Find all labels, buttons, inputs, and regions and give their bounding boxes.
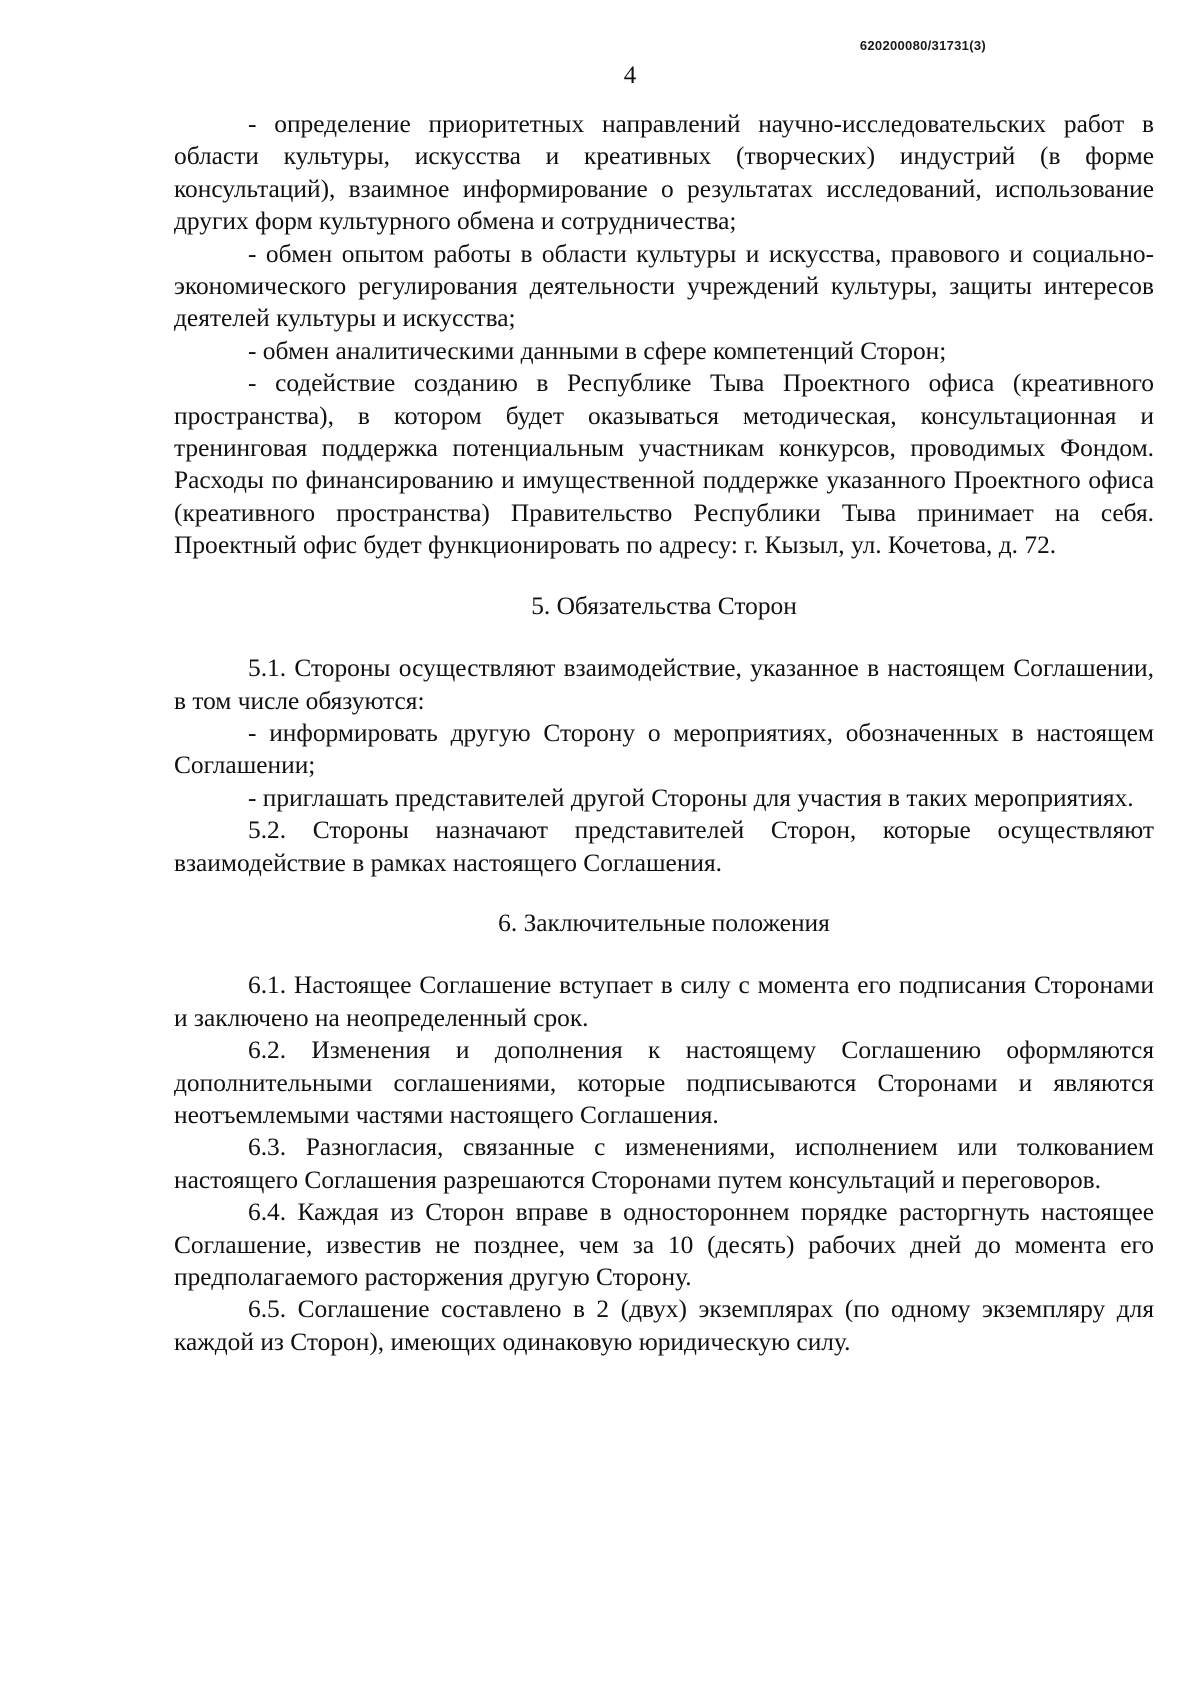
paragraph-6-4: 6.4. Каждая из Сторон вправе в одностороннем порядке расторгнуть настоящее Соглашение, известив не позднее, чем за 10 (десять) рабочих дней до момента его предполагаемого расторжения другую Сторону. [174, 1198, 1154, 1291]
section-heading-obligations: 5. Обязательства Сторон [531, 591, 797, 620]
paragraph-research-directions: - определение приоритетных направлений научно-исследовательских работ в области культуры, искусства и креативных (творческих) индустрий (в форме консультаций), взаимное информирование о результатах исследований, использование других форм культурного обмена и сотрудничества; [174, 110, 1154, 236]
paragraph-6-2: 6.2. Изменения и дополнения к настоящему Соглашению оформляются дополнительными соглашениями, которые подписываются Сторонами и являются неотъемлемыми частями настоящего Соглашения. [174, 1036, 1154, 1129]
section-heading-final-provisions: 6. Заключительные положения [498, 908, 830, 937]
paragraph-5-1: 5.1. Стороны осуществляют взаимодействие, указанное в настоящем Соглашении, в том числе обязуются: [174, 654, 1154, 715]
document-body [174, 108, 1154, 1358]
paragraph-experience-exchange: - обмен опытом работы в области культуры и искусства, правового и социально-экономического регулирования деятельности учреждений культуры, защиты интересов деятелей культуры и искусства; [174, 239, 1154, 333]
document-registration-number: 620200080/31731(3) [859, 38, 986, 53]
paragraph-6-1: 6.1. Настоящее Соглашение вступает в силу с момента его подписания Сторонами и заключено на неопределенный срок. [174, 971, 1154, 1032]
paragraph-6-3: 6.3. Разногласия, связанные с изменениями, исполнением или толкованием настоящего Соглашения разрешаются Сторонами путем консультаций и переговоров. [174, 1133, 1154, 1194]
paragraph-5-1-invite: - приглашать представителей другой Стороны для участия в таких мероприятиях. [248, 783, 1134, 812]
paragraph-5-1-inform: - информировать другую Сторону о мероприятиях, обозначенных в настоящем Соглашении; [174, 718, 1154, 780]
paragraph-project-office: - содействие созданию в Республике Тыва Проектного офиса (креативного пространства), в котором будет оказываться методическая, консультационная и тренинговая поддержка потенциальным участникам конкурсов, проводимых Фондом. Расходы по финансированию и имущественной поддержке указанного Проектного офиса (креативного пространства) Правительство Республики Тыва принимает на себя. Проектный офис будет функционировать по адресу: г. Кызыл, ул. Кочетова, д. 72. [174, 369, 1154, 560]
paragraph-5-2: 5.2. Стороны назначают представителей Сторон, которые осуществляют взаимодействие в рамках настоящего Соглашения. [174, 816, 1154, 877]
paragraph-analytics-exchange: - обмен аналитическими данными в сфере компетенций Сторон; [248, 336, 947, 365]
page-number: 4 [623, 62, 637, 89]
paragraph-6-5: 6.5. Соглашение составлено в 2 (двух) экземплярах (по одному экземпляру для каждой из Сторон), имеющих одинаковую юридическую силу. [174, 1295, 1154, 1356]
